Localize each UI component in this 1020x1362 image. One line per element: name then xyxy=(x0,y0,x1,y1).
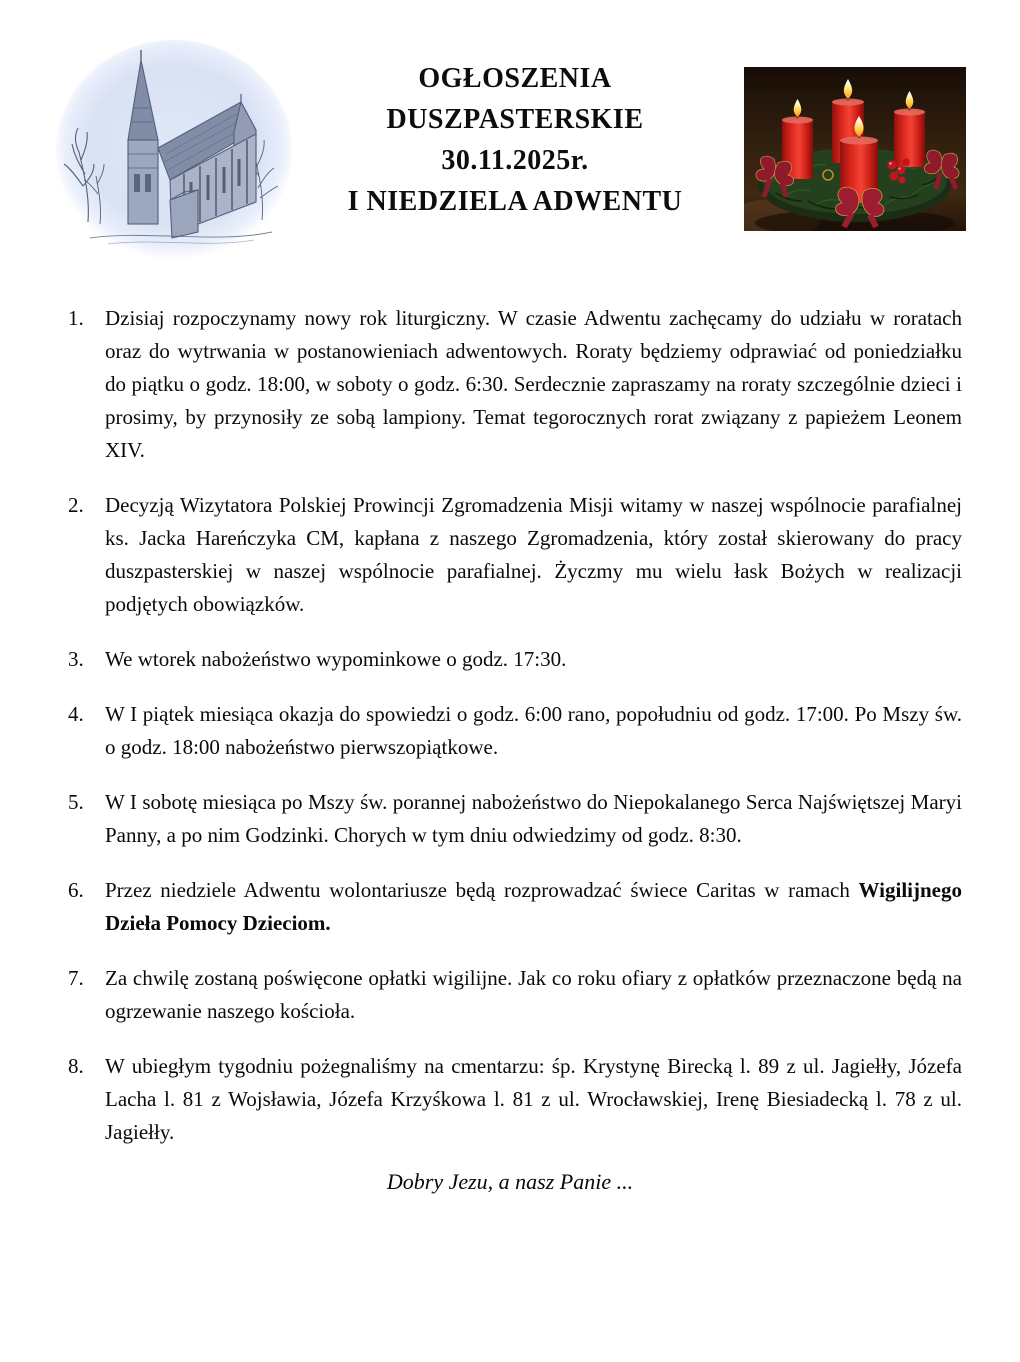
announcement-text: W I sobotę miesiąca po Mszy św. porannej nabożeństwo do Niepokalanego Serca Najświętszej Maryi Panny, a po nim Godzinki. Chorych w tym dniu odwiedzimy od godz. 8:30. xyxy=(105,790,962,847)
advent-wreath-icon xyxy=(744,67,966,231)
title-line-4: I NIEDZIELA ADWENTU xyxy=(347,186,683,217)
announcement-text: W ubiegłym tygodniu pożegnaliśmy na cmentarzu: śp. Krystynę Birecką l. 89 z ul. Jagiełły, Józefa Lacha l. 81 z Wojsławia, Józefa Krzyśkowa l. 81 z ul. Wrocławskiej, Irenę Biesiadecką l. 78 z ul. Jagiełły. xyxy=(105,1054,962,1144)
title-line-1: OGŁOSZENIA xyxy=(418,63,612,94)
announcement-text: W I piątek miesiąca okazja do spowiedzi o godz. 6:00 rano, popołudniu od godz. 17:00. Po Mszy św. o godz. 18:00 nabożeństwo pierwszopiątkowe. xyxy=(105,702,962,759)
announcement-text: We wtorek nabożeństwo wypominkowe o godz. 17:30. xyxy=(105,647,567,671)
announcement-text: Za chwilę zostaną poświęcone opłatki wigilijne. Jak co roku ofiary z opłatków przeznaczone będą na ogrzewanie naszego kościoła. xyxy=(105,966,962,1023)
church-sketch-image xyxy=(48,36,300,268)
announcement-item xyxy=(68,489,962,621)
announcement-item xyxy=(68,962,962,1028)
announcement-item xyxy=(68,1050,962,1149)
announcement-item xyxy=(68,786,962,852)
announcement-item xyxy=(68,874,962,940)
header xyxy=(0,0,1020,300)
title-line-2: DUSZPASTERSKIE xyxy=(386,104,644,135)
announcement-text: Dzisiaj rozpoczynamy nowy rok liturgiczny. W czasie Adwentu zachęcamy do udziału w roratach oraz do wytrwania w postanowieniach adwentowych. Roraty będziemy odprawiać od poniedziałku do piątku o godz. 18:00, w soboty o godz. 6:30. Serdecznie zapraszamy na roraty szczególnie dzieci i prosimy, by przynosiły ze sobą lampiony. Temat tegorocznych rorat związany z papieżem Leonem XIV. xyxy=(105,306,962,462)
closing-line: Dobry Jezu, a nasz Panie ... xyxy=(386,1169,634,1194)
advent-wreath-image xyxy=(744,67,966,231)
announcement-item xyxy=(68,698,962,764)
church-sketch-icon xyxy=(48,36,300,268)
announcement-item xyxy=(68,302,962,467)
announcement-text: Przez niedziele Adwentu wolontariusze będą rozprowadzać świece Caritas w ramach xyxy=(105,878,859,902)
page-title xyxy=(308,58,722,222)
announcement-item xyxy=(68,643,962,676)
announcements-list xyxy=(0,302,1020,1149)
title-line-date: 30.11.2025r. xyxy=(441,145,589,176)
announcement-text: Decyzją Wizytatora Polskiej Prowincji Zgromadzenia Misji witamy w naszej wspólnocie parafialnej ks. Jacka Hareńczyka CM, kapłana z naszego Zgromadzenia, który został skierowany do pracy duszpasterskiej w naszej wspólnocie parafialnej. Życzmy mu wielu łask Bożych w realizacji podjętych obowiązków. xyxy=(105,493,962,616)
announcement-bold-text: Wigilijnego Dzieła Pomocy Dzieciom. xyxy=(105,878,962,935)
